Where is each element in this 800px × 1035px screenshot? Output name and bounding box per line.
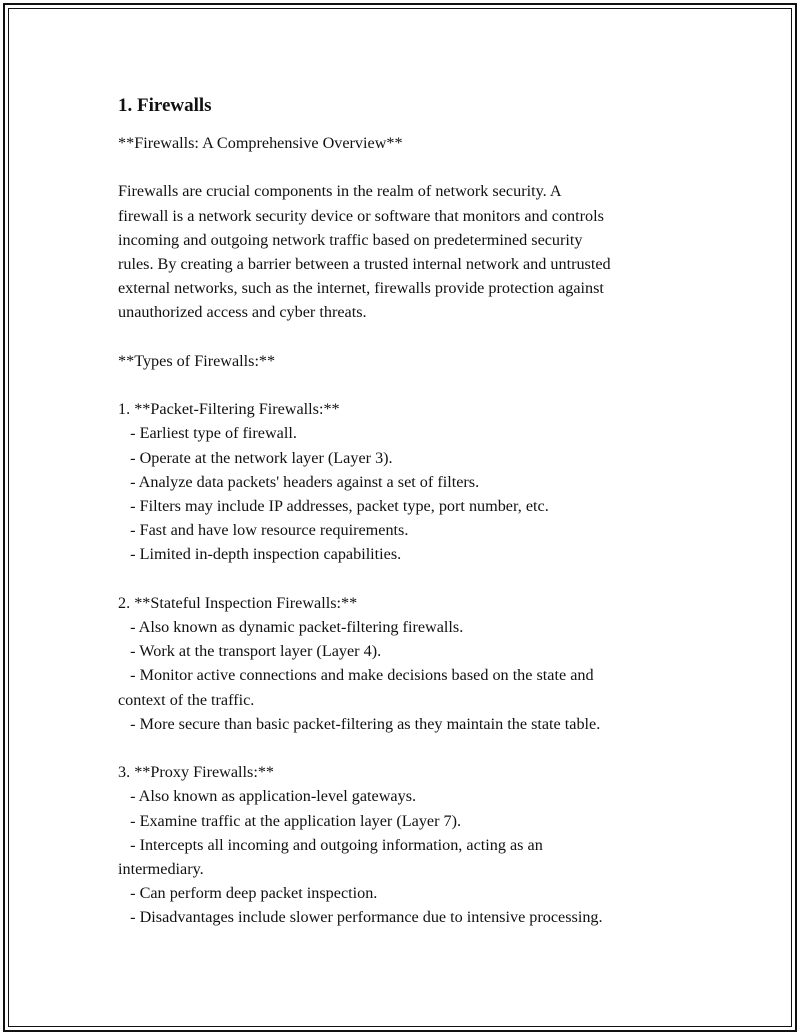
list-item: - Earliest type of firewall.: [118, 424, 297, 443]
list-item: - Limited in-depth inspection capabilities.: [118, 545, 402, 564]
intro-line: Firewalls are crucial components in the realm of network security. A: [118, 182, 562, 201]
list-item: - Monitor active connections and make decisions based on the state and: [118, 666, 594, 685]
list-item: - Disadvantages include slower performance due to intensive processing.: [118, 908, 603, 927]
list-item: - Examine traffic at the application layer (Layer 7).: [118, 811, 462, 830]
firewall-type-section: [118, 760, 698, 929]
firewall-type-title: 3. **Proxy Firewalls:**: [118, 763, 275, 782]
list-item: - Analyze data packets' headers against a set of filters.: [118, 472, 480, 491]
spacer: [118, 373, 698, 397]
spacer: [118, 155, 698, 179]
list-item: - Can perform deep packet inspection.: [118, 884, 378, 903]
list-item: - Also known as dynamic packet-filtering firewalls.: [118, 618, 464, 636]
intro-line: firewall is a network security device or software that monitors and controls: [118, 206, 604, 225]
list-item: context of the traffic.: [118, 690, 255, 709]
list-item: - Also known as application-level gateways.: [118, 787, 417, 806]
intro-line: external networks, such as the internet, firewalls provide protection against: [118, 279, 604, 298]
list-item: intermediary.: [118, 860, 204, 879]
list-item: - Fast and have low resource requirements.: [118, 521, 409, 540]
spacer: [118, 325, 698, 349]
document-subtitle: **Firewalls: A Comprehensive Overview**: [118, 134, 403, 152]
firewall-type-title: 1. **Packet-Filtering Firewalls:**: [118, 400, 340, 419]
list-item: - More secure than basic packet-filtering as they maintain the state table.: [118, 714, 601, 733]
firewall-type-section: [118, 591, 698, 736]
intro-line: unauthorized access and cyber threats.: [118, 303, 367, 322]
types-heading: **Types of Firewalls:**: [118, 351, 276, 370]
firewall-type-title: 2. **Stateful Inspection Firewalls:**: [118, 593, 358, 612]
document-body: [118, 93, 698, 930]
intro-paragraph: [118, 179, 698, 324]
list-item: - Work at the transport layer (Layer 4).: [118, 642, 382, 661]
firewall-type-section: [118, 397, 698, 566]
spacer: [118, 736, 698, 760]
section-heading: 1. Firewalls: [118, 95, 212, 116]
list-item: - Intercepts all incoming and outgoing information, acting as an: [118, 835, 543, 854]
intro-line: incoming and outgoing network traffic based on predetermined security: [118, 230, 583, 249]
spacer: [118, 567, 698, 591]
list-item: - Operate at the network layer (Layer 3).: [118, 448, 393, 467]
list-item: - Filters may include IP addresses, packet type, port number, etc.: [118, 497, 549, 515]
intro-line: rules. By creating a barrier between a trusted internal network and untrusted: [118, 255, 611, 273]
